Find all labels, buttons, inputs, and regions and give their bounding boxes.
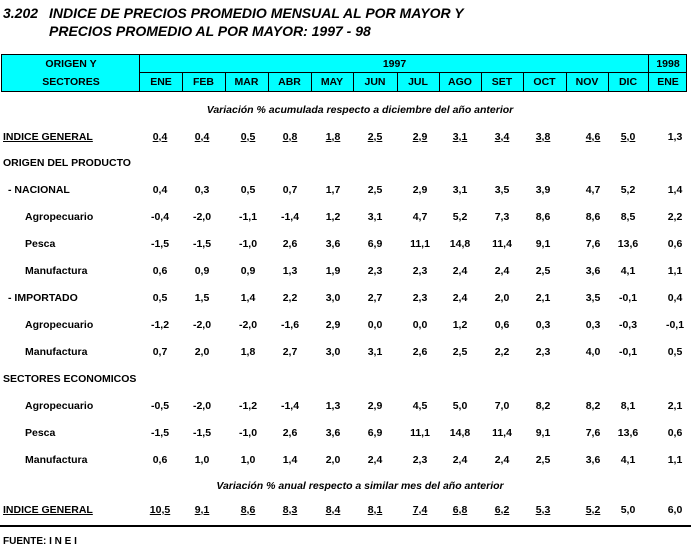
cell-value: 2,4 bbox=[494, 265, 510, 277]
cell-value: -0,3 bbox=[618, 319, 638, 331]
header-column-divider bbox=[648, 55, 649, 91]
cell-value: 7,3 bbox=[494, 211, 510, 223]
cell-value: 1,8 bbox=[325, 131, 341, 143]
cell-value: 13,6 bbox=[617, 238, 639, 250]
header-column-divider bbox=[182, 72, 183, 91]
cell-value: 3,1 bbox=[367, 211, 383, 223]
cell-value: -0,1 bbox=[665, 319, 685, 331]
cell-value: 0,5 bbox=[240, 184, 256, 196]
cell-value: 5,0 bbox=[620, 131, 636, 143]
table-cell bbox=[573, 504, 613, 516]
cell-value: 3,0 bbox=[325, 346, 341, 358]
header-month-6: JUN bbox=[364, 76, 386, 88]
cell-value: 3,6 bbox=[585, 454, 601, 466]
row-label: Manufactura bbox=[25, 454, 88, 466]
cell-value: 8,1 bbox=[620, 400, 636, 412]
table-cell bbox=[440, 504, 480, 516]
header-column-divider bbox=[225, 72, 226, 91]
table-cell bbox=[182, 504, 222, 516]
table-cell bbox=[228, 504, 268, 516]
cell-value: 2,5 bbox=[367, 131, 383, 143]
cell-value: 9,1 bbox=[194, 504, 210, 516]
cell-value: 0,0 bbox=[367, 319, 383, 331]
row-label: Agropecuario bbox=[25, 400, 94, 412]
cell-value: 1,8 bbox=[240, 346, 256, 358]
cell-value: 0,0 bbox=[412, 319, 428, 331]
header-origin-label-2: SECTORES bbox=[42, 76, 100, 88]
header-month-2: FEB bbox=[193, 76, 214, 88]
cell-value: 2,6 bbox=[282, 427, 298, 439]
cell-value: 4,5 bbox=[412, 400, 428, 412]
cell-value: 2,7 bbox=[282, 346, 298, 358]
row-label: - NACIONAL bbox=[8, 184, 70, 196]
cell-value: 5,0 bbox=[620, 504, 636, 516]
table-row bbox=[0, 319, 691, 333]
cell-value: -1,4 bbox=[280, 400, 300, 412]
cell-value: 0,3 bbox=[535, 319, 551, 331]
cell-value: -0,4 bbox=[150, 211, 170, 223]
cell-value: 5,2 bbox=[620, 184, 636, 196]
header-column-divider bbox=[353, 72, 354, 91]
header-year-1998: 1998 bbox=[656, 58, 680, 70]
table-row bbox=[0, 373, 691, 387]
cell-value: 7,6 bbox=[585, 427, 601, 439]
cell-value: 7,0 bbox=[494, 400, 510, 412]
cell-value: 8,3 bbox=[282, 504, 298, 516]
header-month-4: ABR bbox=[278, 76, 301, 88]
cell-value: 6,2 bbox=[494, 504, 510, 516]
cell-value: 14,8 bbox=[449, 427, 471, 439]
cell-value: -1,5 bbox=[150, 427, 170, 439]
cell-value: -1,0 bbox=[238, 427, 258, 439]
cell-value: 0,7 bbox=[282, 184, 298, 196]
cell-value: 11,1 bbox=[410, 427, 430, 439]
cell-value: 2,2 bbox=[667, 211, 683, 223]
header-month-8: AGO bbox=[448, 76, 472, 88]
cell-value: 0,9 bbox=[240, 265, 256, 277]
header-year-1997: 1997 bbox=[382, 58, 407, 70]
cell-value: 4,6 bbox=[585, 131, 601, 143]
header-column-divider bbox=[268, 72, 269, 91]
table-row bbox=[0, 292, 691, 306]
cell-value: 2,1 bbox=[535, 292, 551, 304]
table-cell bbox=[270, 131, 310, 143]
cell-value: 1,9 bbox=[325, 265, 341, 277]
cell-value: 0,6 bbox=[494, 319, 510, 331]
header-column-divider bbox=[311, 72, 312, 91]
cell-value: -0,1 bbox=[618, 292, 638, 304]
row-label: Agropecuario bbox=[25, 211, 94, 223]
cell-value: 3,1 bbox=[452, 131, 468, 143]
table-cell bbox=[608, 504, 648, 516]
table-cell bbox=[313, 504, 353, 516]
cell-value: -1,4 bbox=[280, 211, 300, 223]
header-month-1: ENE bbox=[150, 76, 172, 88]
cell-value: 0,4 bbox=[194, 131, 210, 143]
table-cell bbox=[182, 131, 222, 143]
cell-value: -2,0 bbox=[192, 319, 212, 331]
cell-value: 9,1 bbox=[535, 427, 551, 439]
header-month-13: ENE bbox=[657, 76, 679, 88]
header-month-11: NOV bbox=[575, 76, 599, 88]
cell-value: 4,0 bbox=[585, 346, 601, 358]
header-column-divider bbox=[566, 72, 567, 91]
cell-value: 8,5 bbox=[620, 211, 636, 223]
table-row bbox=[0, 211, 691, 225]
cell-value: 0,5 bbox=[667, 346, 683, 358]
header-month-9: SET bbox=[491, 76, 513, 88]
cell-value: 8,6 bbox=[585, 211, 601, 223]
section-annual: Variación % anual respecto a similar mes del año anterior bbox=[216, 480, 504, 492]
header-origin-label-1: ORIGEN Y bbox=[45, 58, 97, 70]
cell-value: 9,1 bbox=[535, 238, 551, 250]
cell-value: 3,5 bbox=[585, 292, 601, 304]
header-month-7: JUL bbox=[408, 76, 428, 88]
table-row bbox=[0, 454, 691, 468]
cell-value: 8,2 bbox=[585, 400, 601, 412]
table-row bbox=[0, 265, 691, 279]
cell-value: 2,4 bbox=[452, 265, 468, 277]
cell-value: 1,0 bbox=[240, 454, 256, 466]
row-label: SECTORES ECONOMICOS bbox=[3, 373, 137, 385]
cell-value: 0,6 bbox=[152, 454, 168, 466]
row-label: Pesca bbox=[25, 427, 56, 439]
cell-value: -1,2 bbox=[150, 319, 170, 331]
cell-value: 2,9 bbox=[325, 319, 341, 331]
cell-value: -1,1 bbox=[238, 211, 258, 223]
cell-value: 1,5 bbox=[194, 292, 210, 304]
row-label: INDICE GENERAL bbox=[3, 504, 93, 516]
cell-value: 0,9 bbox=[194, 265, 210, 277]
cell-value: 13,6 bbox=[617, 427, 639, 439]
cell-value: 1,4 bbox=[667, 184, 683, 196]
cell-value: 11,1 bbox=[410, 238, 430, 250]
cell-value: 6,9 bbox=[367, 238, 383, 250]
header-month-12: DIC bbox=[618, 76, 638, 88]
table-cell bbox=[140, 504, 180, 516]
cell-value: 0,4 bbox=[152, 184, 168, 196]
table-cell bbox=[400, 131, 440, 143]
cell-value: -1,5 bbox=[192, 427, 212, 439]
cell-value: -2,0 bbox=[238, 319, 258, 331]
header-column-divider bbox=[608, 72, 609, 91]
cell-value: 8,6 bbox=[535, 211, 551, 223]
cell-value: 1,4 bbox=[240, 292, 256, 304]
cell-value: 2,6 bbox=[412, 346, 428, 358]
table-cell bbox=[270, 504, 310, 516]
table-title bbox=[3, 4, 464, 40]
cell-value: 14,8 bbox=[449, 238, 471, 250]
row-label: ORIGEN DEL PRODUCTO bbox=[3, 157, 131, 169]
cell-value: 2,5 bbox=[367, 184, 383, 196]
cell-value: 1,3 bbox=[282, 265, 298, 277]
cell-value: 0,6 bbox=[667, 238, 683, 250]
header-divider bbox=[140, 72, 686, 73]
table-cell bbox=[608, 131, 648, 143]
cell-value: 2,9 bbox=[412, 131, 428, 143]
cell-value: -2,0 bbox=[192, 211, 212, 223]
header-month-10: OCT bbox=[533, 76, 556, 88]
table-row bbox=[0, 238, 691, 252]
title-line-2: PRECIOS PROMEDIO AL POR MAYOR: 1997 - 98 bbox=[49, 23, 371, 39]
header-column-divider bbox=[139, 55, 140, 91]
cell-value: 7,6 bbox=[585, 238, 601, 250]
cell-value: -2,0 bbox=[192, 400, 212, 412]
cell-value: 8,6 bbox=[240, 504, 256, 516]
cell-value: 2,9 bbox=[367, 400, 383, 412]
cell-value: 8,2 bbox=[535, 400, 551, 412]
cell-value: 6,0 bbox=[667, 504, 683, 516]
header-column-divider bbox=[439, 72, 440, 91]
cell-value: 2,3 bbox=[412, 292, 428, 304]
cell-value: 4,7 bbox=[412, 211, 428, 223]
section-accumulated: Variación % acumulada respecto a diciembre del año anterior bbox=[206, 104, 514, 116]
table-row bbox=[0, 504, 691, 518]
cell-value: 2,6 bbox=[282, 238, 298, 250]
row-label: - IMPORTADO bbox=[8, 292, 78, 304]
cell-value: 4,7 bbox=[585, 184, 601, 196]
cell-value: -1,0 bbox=[238, 238, 258, 250]
table-cell bbox=[482, 504, 522, 516]
cell-value: 0,5 bbox=[240, 131, 256, 143]
header-column-divider bbox=[397, 72, 398, 91]
table-cell bbox=[355, 504, 395, 516]
cell-value: -1,6 bbox=[280, 319, 300, 331]
cell-value: 0,3 bbox=[194, 184, 210, 196]
cell-value: 2,4 bbox=[494, 454, 510, 466]
cell-value: 5,2 bbox=[452, 211, 468, 223]
cell-value: 2,5 bbox=[535, 265, 551, 277]
cell-value: 2,5 bbox=[452, 346, 468, 358]
cell-value: 0,5 bbox=[152, 292, 168, 304]
cell-value: 2,1 bbox=[667, 400, 683, 412]
row-label: Agropecuario bbox=[25, 319, 94, 331]
cell-value: 2,0 bbox=[494, 292, 510, 304]
cell-value: 0,8 bbox=[282, 131, 298, 143]
table-cell bbox=[400, 504, 440, 516]
table-cell bbox=[228, 131, 268, 143]
table-cell bbox=[140, 131, 180, 143]
table-cell bbox=[523, 131, 563, 143]
cell-value: 1,3 bbox=[667, 131, 683, 143]
cell-value: 2,4 bbox=[452, 292, 468, 304]
cell-value: -0,5 bbox=[150, 400, 170, 412]
cell-value: 4,1 bbox=[620, 454, 636, 466]
cell-value: -1,5 bbox=[192, 238, 212, 250]
bottom-rule bbox=[0, 525, 691, 527]
table-row bbox=[0, 131, 691, 145]
cell-value: 0,3 bbox=[585, 319, 601, 331]
cell-value: 3,8 bbox=[535, 131, 551, 143]
cell-value: 0,6 bbox=[667, 427, 683, 439]
cell-value: 2,3 bbox=[412, 454, 428, 466]
cell-value: 4,1 bbox=[620, 265, 636, 277]
header-month-5: MAY bbox=[320, 76, 344, 88]
cell-value: 2,5 bbox=[535, 454, 551, 466]
cell-value: 3,1 bbox=[452, 184, 468, 196]
cell-value: 1,0 bbox=[194, 454, 210, 466]
cell-value: 1,2 bbox=[325, 211, 341, 223]
cell-value: 0,4 bbox=[152, 131, 168, 143]
cell-value: 2,2 bbox=[494, 346, 510, 358]
cell-value: 5,3 bbox=[535, 504, 551, 516]
cell-value: 2,0 bbox=[194, 346, 210, 358]
cell-value: 11,4 bbox=[492, 427, 512, 439]
header-column-divider bbox=[523, 72, 524, 91]
cell-value: 1,1 bbox=[667, 265, 683, 277]
cell-value: 8,1 bbox=[367, 504, 383, 516]
table-cell bbox=[313, 131, 353, 143]
cell-value: 3,4 bbox=[494, 131, 510, 143]
cell-value: 3,6 bbox=[325, 238, 341, 250]
cell-value: 0,6 bbox=[152, 265, 168, 277]
cell-value: -0,1 bbox=[618, 346, 638, 358]
cell-value: 1,1 bbox=[667, 454, 683, 466]
row-label: Manufactura bbox=[25, 265, 88, 277]
table-row bbox=[0, 184, 691, 198]
cell-value: -1,5 bbox=[150, 238, 170, 250]
cell-value: 2,9 bbox=[412, 184, 428, 196]
cell-value: 2,3 bbox=[412, 265, 428, 277]
cell-value: 2,4 bbox=[367, 454, 383, 466]
table-header bbox=[1, 54, 687, 92]
table-cell bbox=[355, 131, 395, 143]
cell-value: 2,3 bbox=[535, 346, 551, 358]
table-row bbox=[0, 400, 691, 414]
cell-value: 3,1 bbox=[367, 346, 383, 358]
cell-value: 1,2 bbox=[452, 319, 468, 331]
cell-value: 5,0 bbox=[452, 400, 468, 412]
cell-value: 1,3 bbox=[325, 400, 341, 412]
table-cell bbox=[440, 131, 480, 143]
row-label: Manufactura bbox=[25, 346, 88, 358]
cell-value: 6,8 bbox=[452, 504, 468, 516]
cell-value: 11,4 bbox=[492, 238, 512, 250]
row-label: INDICE GENERAL bbox=[3, 131, 93, 143]
source-note: FUENTE: I N E I bbox=[3, 536, 77, 547]
cell-value: 1,7 bbox=[325, 184, 341, 196]
table-row bbox=[0, 427, 691, 441]
cell-value: 2,7 bbox=[367, 292, 383, 304]
table-cell bbox=[482, 131, 522, 143]
cell-value: 0,4 bbox=[667, 292, 683, 304]
cell-value: 2,0 bbox=[325, 454, 341, 466]
table-number: 3.202 bbox=[3, 5, 39, 21]
row-label: Pesca bbox=[25, 238, 56, 250]
header-column-divider bbox=[481, 72, 482, 91]
cell-value: 3,9 bbox=[535, 184, 551, 196]
cell-value: 3,5 bbox=[494, 184, 510, 196]
cell-value: 5,2 bbox=[585, 504, 601, 516]
cell-value: 2,3 bbox=[367, 265, 383, 277]
cell-value: 2,4 bbox=[452, 454, 468, 466]
table-cell bbox=[573, 131, 613, 143]
cell-value: 8,4 bbox=[325, 504, 341, 516]
cell-value: 3,0 bbox=[325, 292, 341, 304]
cell-value: 7,4 bbox=[412, 504, 428, 516]
cell-value: 3,6 bbox=[585, 265, 601, 277]
cell-value: 2,2 bbox=[282, 292, 298, 304]
table-cell bbox=[523, 504, 563, 516]
table-row bbox=[0, 157, 691, 171]
cell-value: 3,6 bbox=[325, 427, 341, 439]
cell-value: 6,9 bbox=[367, 427, 383, 439]
title-line-1: INDICE DE PRECIOS PROMEDIO MENSUAL AL POR MAYOR Y bbox=[49, 5, 464, 21]
cell-value: -1,2 bbox=[238, 400, 258, 412]
cell-value: 1,4 bbox=[282, 454, 298, 466]
cell-value: 10,5 bbox=[149, 504, 171, 516]
cell-value: 0,7 bbox=[152, 346, 168, 358]
header-month-3: MAR bbox=[234, 76, 259, 88]
table-row bbox=[0, 346, 691, 360]
